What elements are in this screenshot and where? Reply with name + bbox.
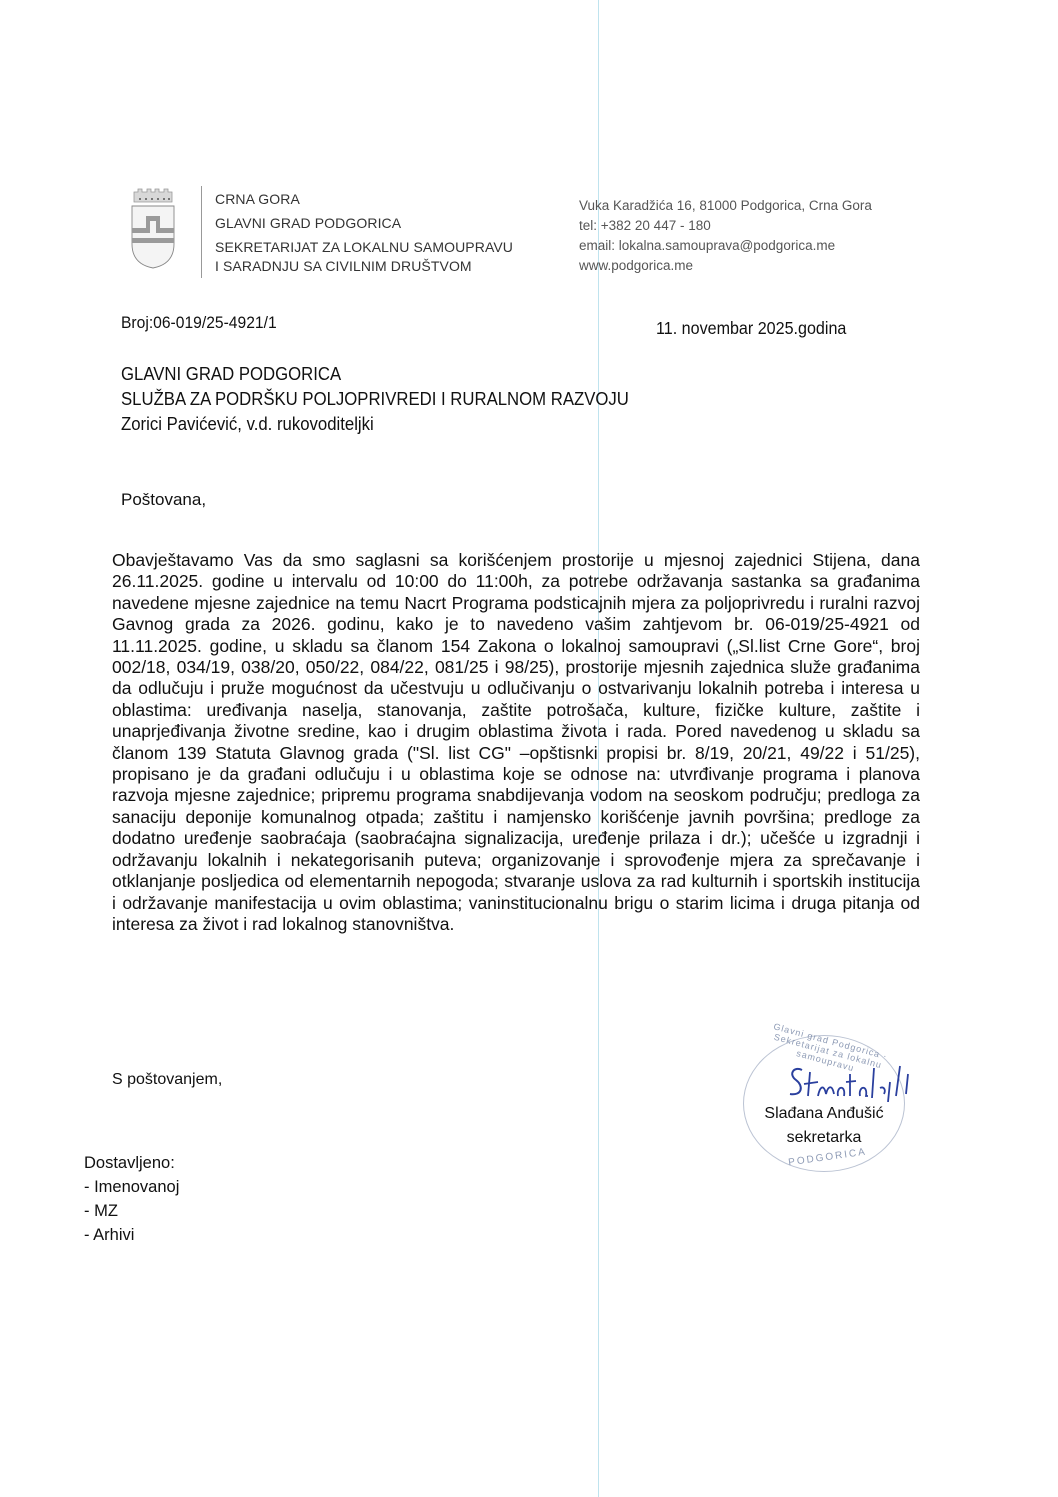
email: email: lokalna.samouprava@podgorica.me: [579, 238, 836, 253]
signer-block: [744, 1102, 904, 1150]
greeting: Poštovana,: [121, 490, 207, 509]
secretariat-name-line1: SEKRETARIJAT ZA LOKALNU SAMOUPRAVU: [215, 239, 513, 255]
recipient-department: SLUŽBA ZA PODRŠKU POLJOPRIVREDI I RURALNOM RAZVOJU: [121, 389, 629, 409]
distribution-item: - MZ: [84, 1202, 118, 1220]
city-name: GLAVNI GRAD PODGORICA: [215, 215, 402, 231]
letter-date: 11. novembar 2025.godina: [656, 318, 847, 338]
distribution-list: [84, 1151, 179, 1247]
recipient-person: Zorici Pavićević, v.d. rukovoditeljki: [121, 414, 374, 434]
phone: tel: +382 20 447 - 180: [579, 218, 711, 233]
city-crest-icon: [130, 188, 176, 270]
recipient-block: [121, 362, 629, 437]
stamp-city: PODGORICA: [787, 1146, 868, 1169]
contact-block: [579, 196, 872, 276]
reference-number: Broj:06-019/25-4921/1: [121, 313, 277, 332]
closing: S poštovanjem,: [112, 1071, 223, 1088]
stamp-text: Glavni grad Podgorica · Sekretarijat za lokalnu samoupravu: [772, 1021, 889, 1074]
country-name: CRNA GORA: [215, 191, 300, 207]
website: www.podgorica.me: [579, 258, 694, 273]
recipient-org: GLAVNI GRAD PODGORICA: [121, 364, 342, 384]
distribution-item: - Arhivi: [84, 1226, 135, 1244]
handwritten-signature-icon: [784, 1062, 924, 1102]
letter-body: Obavještavamo Vas da smo saglasni sa korišćenjem prostorije u mjesnoj zajednici Stijena, dana 26.11.2025. godine u intervalu od 10:00 do 11:00h, za potrebe održavanja sastanka sa građanima navedene mjesne zajednice na temu Nacrt Programa podsticajnih mjera za poljoprivredu i ruralni razvoj Gavnog grada za 2026. godinu, kako je to navedeno vašim zahtjevom br. 06-019/25-4921 od 11.11.2025. godine, u skladu sa članom 154 Zakona o lokalnoj samoupravi („Sl.list Crne Gore“, broj 002/18, 034/19, 038/20, 050/22, 084/22, 081/25 i 98/25), prostorije mjesnih zajednica služe građanima da odlučuju i pruže mogućnost da učestvuju u odlučivanju o ostvarivanju lokalnih potreba i interesa u oblastima: uređivanja naselja, stanovanja, zaštite potrošača, kulture, fizičke kulture, zaštite i unaprjeđivanja životne sredine, kao i drugim oblastima života i rada. Pored navedenog u skladu sa članom 139 Statuta Glavnog grada ("Sl. list CG" –opštisnki propisi br. 8/19, 20/21, 49/22 i 51/25), propisano je da građani odlučuju i u oblastima koje se odnose na: utvrđivanje programa i planova razvoja mjesne zajednice; pripremu programa snabdijevanja vodom na seoskom području; predloga za sanaciju deponije komunalnog otpada; zaštitu i namjensko korišćenje javnih površina; predloge za dodatno uređenje saobraćaja (saobraćajna signalizacija, uređenje prilaza i dr.); učešće u izgradnji i održavanju lokalnih i nekategorisanih puteva; organizovanje i sprovođenje mjera za sprečavanje i otklanjanje posljedica od elementarnih nepogoda; stvaranje uslova za rad kulturnih i sportskih institucija i održavanje manifestacija u ovim oblastima; vaninstitucionalnu brigu o starim licima i druga pitanja od interesa za život i rad lokalnog stanovništva.: [112, 550, 920, 934]
signer-title: sekretarka: [786, 1129, 862, 1146]
distribution-label: Dostavljeno:: [84, 1154, 175, 1172]
signer-name: Slađana Anđušić: [764, 1105, 884, 1122]
address: Vuka Karadžića 16, 81000 Podgorica, Crna Gora: [579, 198, 872, 213]
secretariat-name-line2: I SARADNJU SA CIVILNIM DRUŠTVOM: [215, 258, 472, 274]
header-divider: [201, 186, 202, 278]
distribution-item: - Imenovanoj: [84, 1178, 180, 1196]
issuer-block: [215, 190, 513, 276]
